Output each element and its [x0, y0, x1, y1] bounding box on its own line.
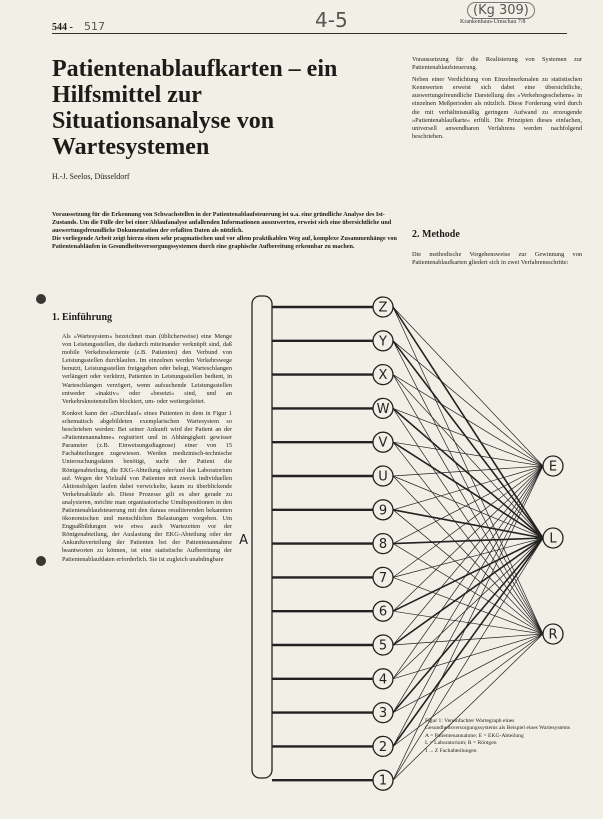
flow-edge — [393, 466, 543, 746]
flow-edge — [393, 466, 543, 577]
handwritten-signature: (Kg 309) — [467, 2, 535, 19]
flow-edge — [393, 466, 543, 679]
caption-line: Figur 1: Vereinfachter Wartegraph eines Gesundheitsversorgungssystems als Beispiel eines Wartesystems — [425, 718, 571, 732]
flow-edge — [393, 634, 543, 780]
department-node-label: V — [378, 435, 388, 451]
flow-edge — [393, 442, 543, 466]
department-node-label: W — [376, 401, 390, 417]
department-node-label: 6 — [378, 604, 388, 620]
department-node-label: U — [378, 469, 388, 485]
department-node-label: X — [378, 368, 388, 384]
section-heading: 1. Einführung — [52, 312, 113, 323]
paragraph: Als »Wartesystem« bezeichnet man (üblicherweise) eine Menge von Leistungsstellen, die dadurch miteinander verknüpft sind, daß mobile Verkehrselemente (z.B. Patienten) den Verbund von Leistungsstellen durchlaufen. Im einzelnen werden Verkehrswege benutzt, Leistungsstellen freigegeben oder belegt, Warteschlangen verlängert oder verkürzt, Patienten in Leistungsstellen bedient, in Warteschlangen verzögert, wenn aufsuchende Leistungsstellen entweder »inaktiv« oder »besetzt« sind, und an Verkehrsknotenstellen blockiert, um- oder weitergeleitet. — [62, 333, 232, 405]
department-node-label: Y — [379, 334, 387, 350]
caption-line: A = Patientenannahme; E = EKG-Abteilung — [425, 732, 524, 739]
service-node-label: E — [548, 459, 558, 475]
source-node-label: A — [239, 533, 248, 548]
flow-edge — [393, 341, 543, 466]
section-heading: 2. Methode — [412, 229, 460, 240]
department-node-label: 3 — [378, 706, 388, 722]
department-node-label: 2 — [378, 739, 388, 755]
journal-name: Krankenhaus-Umschau 7/8 — [460, 19, 526, 25]
article-author: H.-J. Seelos, Düsseldorf — [52, 172, 130, 181]
flow-edge — [393, 466, 543, 645]
flow-edge — [393, 408, 543, 538]
department-node-label: 1 — [378, 773, 388, 789]
flow-edge — [393, 538, 543, 679]
department-node-label: 8 — [378, 537, 388, 553]
reception-bar — [252, 296, 272, 778]
flow-edge — [393, 375, 543, 466]
department-node-label: 9 — [378, 503, 388, 519]
article-title: Patientenablaufkarten – ein Hilfsmittel zur Situationsanalyse von Wartesystemen — [52, 56, 338, 160]
department-node-label: 4 — [378, 672, 388, 688]
paragraph: Die methodische Vorgehensweise zur Gewinnung von Patientenablaufkarten gliedert sich in zwei Verfahrensschritte: — [412, 251, 582, 267]
department-node-label: 7 — [378, 570, 388, 586]
page-marker: 544 - — [52, 22, 73, 33]
handwritten-number: 4-5 — [315, 8, 348, 32]
figure-caption — [425, 718, 585, 755]
service-node-label: L — [549, 531, 557, 547]
department-node-label: Z — [378, 300, 388, 316]
flow-edge — [393, 538, 543, 645]
paragraph: Konkret kann der »Durchlauf« eines Patienten in dem in Figur 1 schematisch abgebildeten exemplarischen Wartesystem so beschrieben werden: Bei seiner Ankunft wird der Patient an der »Patientenannahme« registriert und in Abhängigkeit gewisser Parameter (z.B. Einweisungsdiagnose) einer von 15 Fachabteilungen zugewiesen. Werden medizinisch-technische Untersuchungsdaten benötigt, sucht der Patient die Röntgenabteilung, die EKG-Abteilung oder/und das Laboratorium auf. Wegen der Vielzahl von Patienten mit zweck individuellen Aktionsfolgen laufen dabei verwickelte, kaum zu überblickende Verkehrsabläufe ab. Diese Prozesse gilt es aber gerade zu analysieren, möchte man organisatorische Umdispositionen in den Patientenablaufsteuerung mit den daraus resultierenden bekannten ökonomischen und menschlichen Belastungen vorgeben. Um Engpaßbildungen wie etwa auch Wartezeiten vor der Röntgenabteilung, der Auslastung der EKG-Abteilung oder der Ankunftsverteilung der Patienten bei der Patientenannahme beantworten zu können, ist eine statistische Aufbereitung der Patientenablaufdaten erforderlich. Sie ist zugleich unabdingbare — [62, 409, 232, 563]
abstract-paragraph: Die vorliegende Arbeit zeigt hierzu einen sehr pragmatischen und vor allem praktikablen Weg auf, komplexe Zusammenhänge von Patientenabläufen in Gesundheitsversorgungssystemen durch eine graphische Aufbereitung erkennbar zu machen. — [52, 235, 397, 251]
caption-line: L = Laboratorium; R = Röntgen — [425, 740, 497, 747]
service-node-label: R — [548, 627, 558, 643]
abstract-paragraph: Voraussetzung für die Erkennung von Schwachstellen in der Patientenablaufsteuerung ist u.a. eine gründliche Analyse des Ist-Zustands. Um die Fülle der bei einer Ablaufanalyse anfallenden Informationen auszuwerten, erweist sich eine übersichtliche und auswertungsfreundliche Dokumentation der erfaßten Daten als nützlich. — [52, 211, 392, 234]
flow-edge — [393, 634, 543, 713]
paragraph: Neben einer Verdichtung von Einzelmerkmalen zu statistischen Kennwerten erweist sich dabei eine übersichtliche, auswertungsfreundliche Darstellung des »Verkehrsgeschehens« in einzelnen Meßperioden als nützlich. Diese Forderung wird durch die mit verhältnismäßig geringem Aufwand zu erzeugende »Patientenablaufkarte« erfüllt. Die Prinzipien dieses einfachen, universell anwendbaren Verfahrens werden nachfolgend beschrieben. — [412, 76, 582, 140]
handwritten-page-note: 517 — [84, 20, 105, 33]
paragraph: Voraussetzung für die Realisierung von Systemen zur Patientenablaufsteuerung. — [412, 56, 582, 72]
flow-edge — [393, 538, 543, 746]
department-node-label: 5 — [378, 638, 388, 654]
caption-line: 1 ... Z Fachabteilungen — [425, 747, 477, 754]
